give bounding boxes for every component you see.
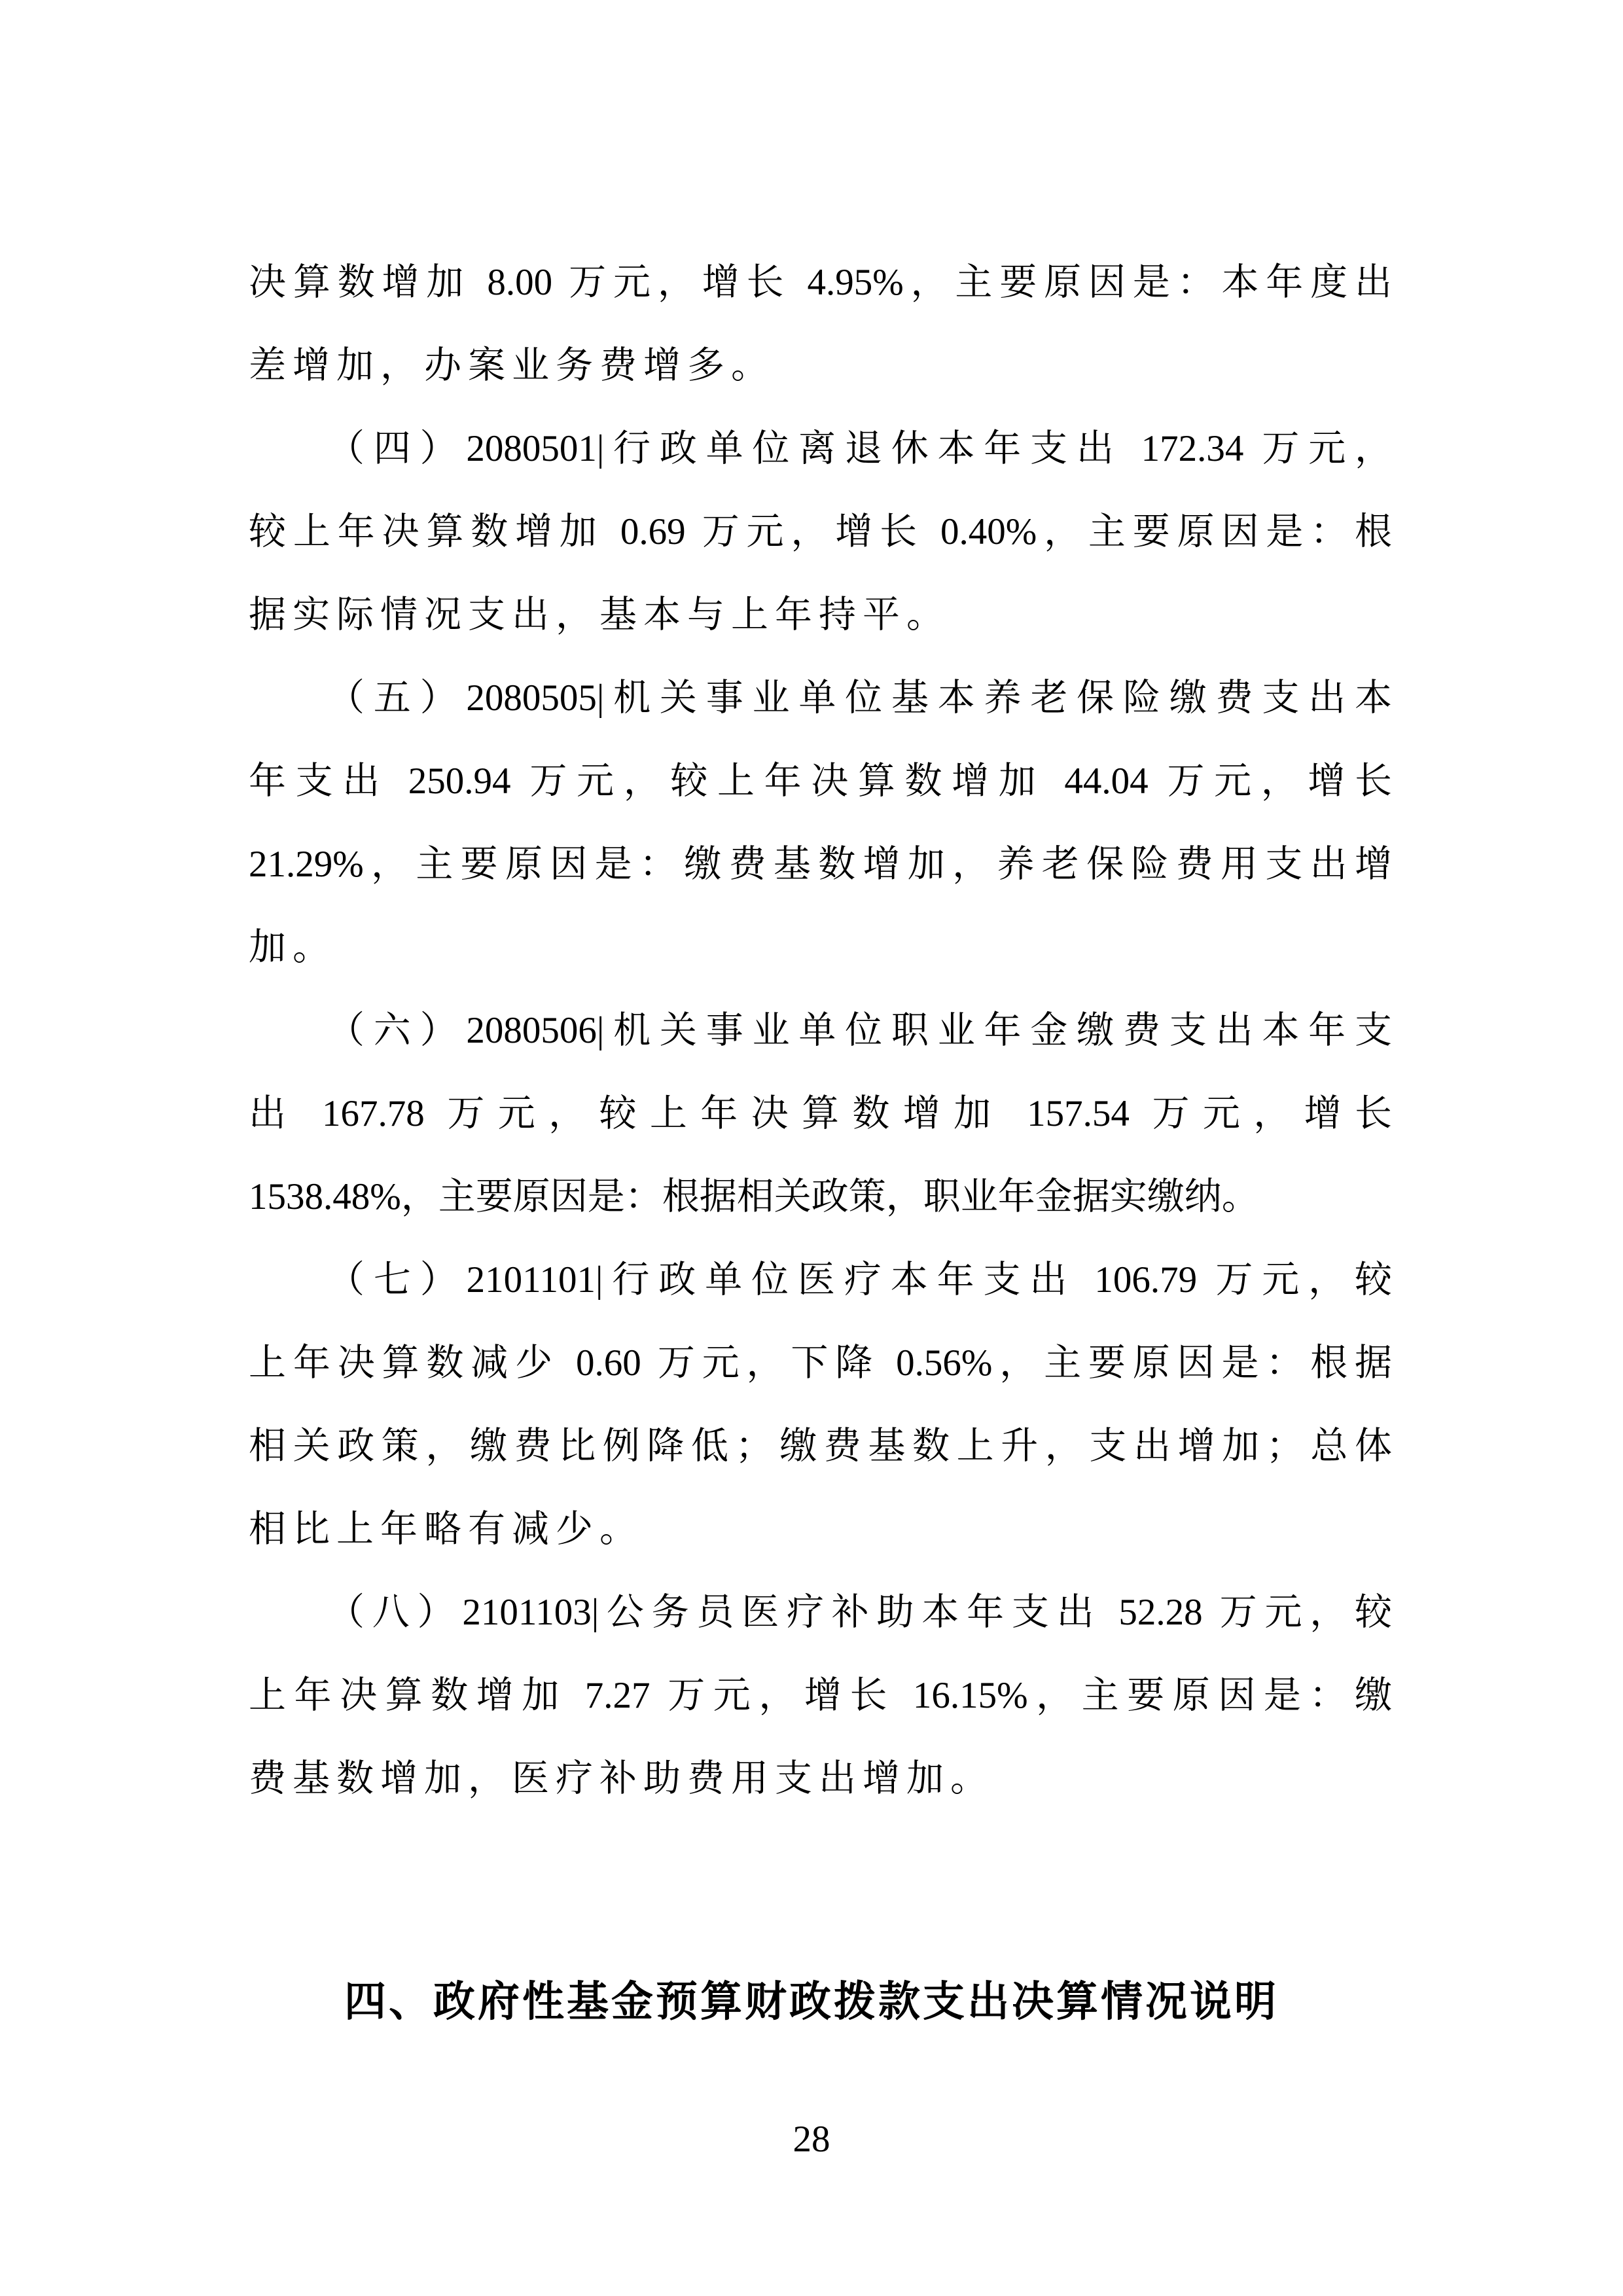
text-line: 费基数增加，医疗补助费用支出增加。 bbox=[249, 1758, 994, 1799]
text-line: 决算数增加 8.00 万元，增长 4.95%，主要原因是：本年度出 bbox=[249, 262, 1392, 303]
body-text bbox=[249, 241, 1392, 1820]
text-line: 上年决算数减少 0.60 万元，下降 0.56%，主要原因是：根据 bbox=[249, 1342, 1392, 1384]
text-line: 差增加，办案业务费增多。 bbox=[249, 345, 775, 386]
text-line: 出 167.78 万元，较上年决算数增加 157.54 万元，增长 bbox=[249, 1093, 1392, 1134]
page-number: 28 bbox=[793, 2119, 830, 2160]
text-line: 据实际情况支出，基本与上年持平。 bbox=[249, 594, 950, 636]
text-line: 21.29%，主要原因是：缴费基数增加，养老保险费用支出增 bbox=[249, 844, 1392, 885]
section-heading: 四、政府性基金预算财政拨款支出决算情况说明 bbox=[344, 1978, 1279, 2025]
text-line: （五）2080505|机关事业单位基本养老保险缴费支出本 bbox=[327, 677, 1392, 719]
text-line: 加。 bbox=[249, 927, 336, 968]
text-line: 相关政策，缴费比例降低；缴费基数上升，支出增加；总体 bbox=[249, 1426, 1392, 1467]
text-line: 较上年决算数增加 0.69 万元，增长 0.40%，主要原因是：根 bbox=[249, 511, 1392, 552]
text-line: 相比上年略有减少。 bbox=[249, 1509, 643, 1550]
text-line: （六）2080506|机关事业单位职业年金缴费支出本年支 bbox=[327, 1010, 1392, 1051]
text-line: （八）2101103|公务员医疗补助本年支出 52.28 万元，较 bbox=[327, 1592, 1392, 1633]
text-line: 年支出 250.94 万元，较上年决算数增加 44.04 万元，增长 bbox=[249, 761, 1392, 802]
text-line: 1538.48%，主要原因是：根据相关政策，职业年金据实缴纳。 bbox=[249, 1176, 1259, 1217]
text-line: （七）2101101|行政单位医疗本年支出 106.79 万元，较 bbox=[327, 1259, 1392, 1300]
text-line: （四）2080501|行政单位离退休本年支出 172.34 万元， bbox=[327, 428, 1392, 469]
text-line: 上年决算数增加 7.27 万元，增长 16.15%，主要原因是：缴 bbox=[249, 1675, 1392, 1716]
